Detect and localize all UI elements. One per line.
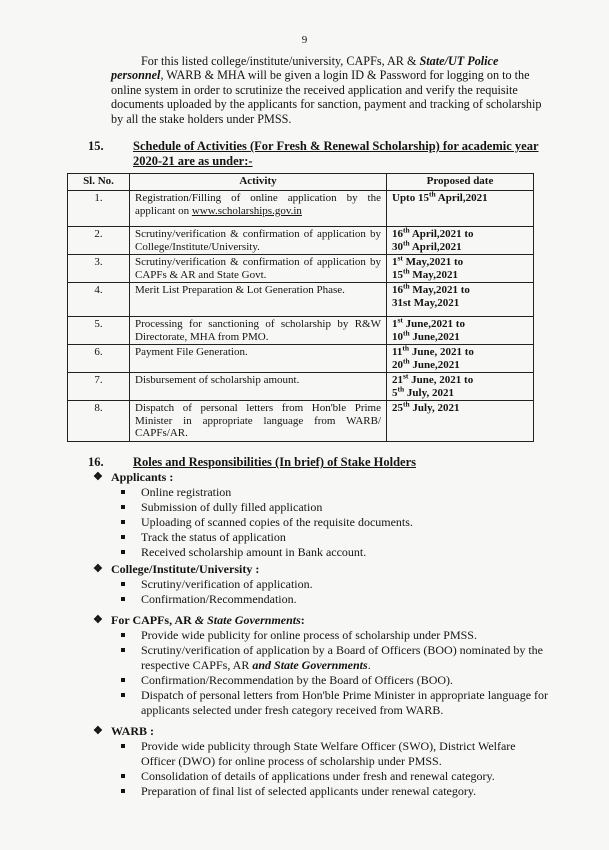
square-bullet-icon [121, 693, 125, 697]
list-item [93, 485, 553, 500]
intro-text-before: For this listed college/institute/university, CAPFs, AR & [141, 54, 420, 68]
cell-proposed-date: 25th July, 2021 [387, 401, 534, 442]
list-item-text: Provide wide publicity for online process of scholarship under PMSS. [141, 628, 477, 642]
list-item-text: Uploading of scanned copies of the requisite documents. [141, 515, 413, 529]
cell-proposed-date: 11th June, 2021 to 20th June,2021 [387, 345, 534, 373]
square-bullet-icon [121, 490, 125, 494]
cell-activity: Dispatch of personal letters from Hon'ble Prime Minister in appropriate language from WARB/ CAPFs/AR. [130, 401, 387, 442]
cell-sl-no: 2. [68, 227, 130, 255]
list-item-text: Track the status of application [141, 530, 286, 544]
list-item-text: Dispatch of personal letters from Hon'ble Prime Minister in appropriate language for applicants selected under fresh category received from WARB. [141, 688, 549, 717]
list-item-text: Submission of dully filled application [141, 500, 323, 514]
list-item-text: Received scholarship amount in Bank account. [141, 545, 367, 559]
role-group-title: College/Institute/University : [111, 562, 260, 576]
cell-proposed-date: Upto 15th April,2021 [387, 191, 534, 227]
table-row [68, 283, 534, 317]
square-bullet-icon [121, 520, 125, 524]
cell-proposed-date: 1st June,2021 to 10th June,2021 [387, 317, 534, 345]
table-header-row [68, 174, 534, 191]
list-item [93, 530, 553, 545]
intro-text-after: , WARB & MHA will be given a login ID & Password for logging on to the online system in order to scrutinize the received application and verify the requisite documents uploaded by the applicants for sanction, payment and tracking of scholarship by all the stake holders under PMSS. [111, 68, 542, 126]
section-16-title: Roles and Responsibilities (In brief) of Stake Holders [133, 455, 417, 469]
cell-activity: Registration/Filling of online application by the applicant on www.scholarships.gov.in [130, 191, 387, 227]
list-item [93, 628, 553, 643]
diamond-bullet-icon: ❖ [93, 614, 103, 626]
list-item [93, 545, 553, 560]
table-row [68, 255, 534, 283]
role-group-heading [93, 724, 553, 739]
cell-sl-no: 8. [68, 401, 130, 442]
diamond-bullet-icon: ❖ [93, 563, 103, 575]
diamond-bullet-icon: ❖ [93, 725, 103, 737]
scholarship-portal-link[interactable]: www.scholarships.gov.in [191, 204, 302, 217]
role-group-heading [93, 562, 553, 577]
list-item [93, 784, 553, 799]
role-group [93, 470, 553, 560]
role-group [93, 562, 553, 607]
diamond-bullet-icon: ❖ [93, 471, 103, 483]
schedule-table [67, 173, 534, 442]
role-items [93, 577, 553, 607]
square-bullet-icon [121, 550, 125, 554]
intro-emphasis: State/UT Police personnel [111, 54, 499, 83]
section-15-title: Schedule of Activities (For Fresh & Renewal Scholarship) for academic year 2020-21 are as under:- [133, 139, 539, 168]
role-items [93, 485, 553, 560]
cell-activity: Scrutiny/verification & confirmation of application by College/Institute/University. [130, 227, 387, 255]
list-item-text: Online registration [141, 485, 232, 499]
cell-activity: Merit List Preparation & Lot Generation Phase. [130, 283, 387, 317]
list-item [93, 592, 553, 607]
list-item-text: Scrutiny/verification of application by a Board of Officers (BOO) nominated by the respective CAPFs, AR and State Governments. [141, 643, 543, 672]
cell-proposed-date: 16th May,2021 to 31st May,2021 [387, 283, 534, 317]
square-bullet-icon [121, 744, 125, 748]
cell-sl-no: 7. [68, 373, 130, 401]
square-bullet-icon [121, 678, 125, 682]
table-row [68, 227, 534, 255]
header-proposed-date: Proposed date [387, 174, 534, 191]
role-group-heading [93, 470, 553, 485]
square-bullet-icon [121, 633, 125, 637]
list-item-text: Scrutiny/verification of application. [141, 577, 313, 591]
list-item [93, 688, 553, 718]
table-row [68, 373, 534, 401]
cell-activity: Payment File Generation. [130, 345, 387, 373]
cell-sl-no: 1. [68, 191, 130, 227]
role-group [93, 613, 553, 718]
square-bullet-icon [121, 789, 125, 793]
list-item [93, 739, 553, 769]
role-group-heading [93, 613, 553, 628]
square-bullet-icon [121, 774, 125, 778]
cell-sl-no: 3. [68, 255, 130, 283]
role-group-title: For CAPFs, AR & State Governments: [111, 613, 305, 627]
intro-paragraph [111, 54, 551, 126]
section-16-number: 16. [88, 455, 104, 469]
section-15-number: 15. [88, 139, 104, 153]
list-item-text: Confirmation/Recommendation by the Board of Officers (BOO). [141, 673, 454, 687]
cell-sl-no: 4. [68, 283, 130, 317]
square-bullet-icon [121, 597, 125, 601]
role-items [93, 739, 553, 799]
role-items [93, 628, 553, 718]
role-group-title: WARB : [111, 724, 155, 738]
page-number: 9 [301, 34, 308, 46]
cell-proposed-date: 16th April,2021 to 30th April,2021 [387, 227, 534, 255]
list-item [93, 643, 553, 673]
list-item-text: Confirmation/Recommendation. [141, 592, 297, 606]
list-item [93, 577, 553, 592]
list-item-text: Provide wide publicity through State Welfare Officer (SWO), District Welfare Officer (DWO) for online process of scholarship under PMSS. [141, 739, 516, 768]
table-row [68, 191, 534, 227]
header-activity: Activity [130, 174, 387, 191]
list-item [93, 769, 553, 784]
role-group-title: Applicants : [111, 470, 174, 484]
header-sl-no: Sl. No. [68, 174, 130, 191]
square-bullet-icon [121, 505, 125, 509]
list-item [93, 673, 553, 688]
cell-activity: Scrutiny/verification & confirmation of application by CAPFs & AR and State Govt. [130, 255, 387, 283]
table-row [68, 345, 534, 373]
list-item [93, 500, 553, 515]
square-bullet-icon [121, 582, 125, 586]
square-bullet-icon [121, 648, 125, 652]
cell-sl-no: 6. [68, 345, 130, 373]
role-group [93, 724, 553, 799]
roles-list [93, 470, 553, 799]
table-row [68, 401, 534, 442]
table-row [68, 317, 534, 345]
list-item-text: Preparation of final list of selected applicants under renewal category. [141, 784, 477, 798]
list-item [93, 515, 553, 530]
cell-proposed-date: 21st June, 2021 to 5th July, 2021 [387, 373, 534, 401]
list-item-text: Consolidation of details of applications under fresh and renewal category. [141, 769, 495, 783]
cell-activity: Disbursement of scholarship amount. [130, 373, 387, 401]
cell-activity: Processing for sanctioning of scholarship by R&W Directorate, MHA from PMO. [130, 317, 387, 345]
cell-proposed-date: 1st May,2021 to 15th May,2021 [387, 255, 534, 283]
square-bullet-icon [121, 535, 125, 539]
cell-sl-no: 5. [68, 317, 130, 345]
